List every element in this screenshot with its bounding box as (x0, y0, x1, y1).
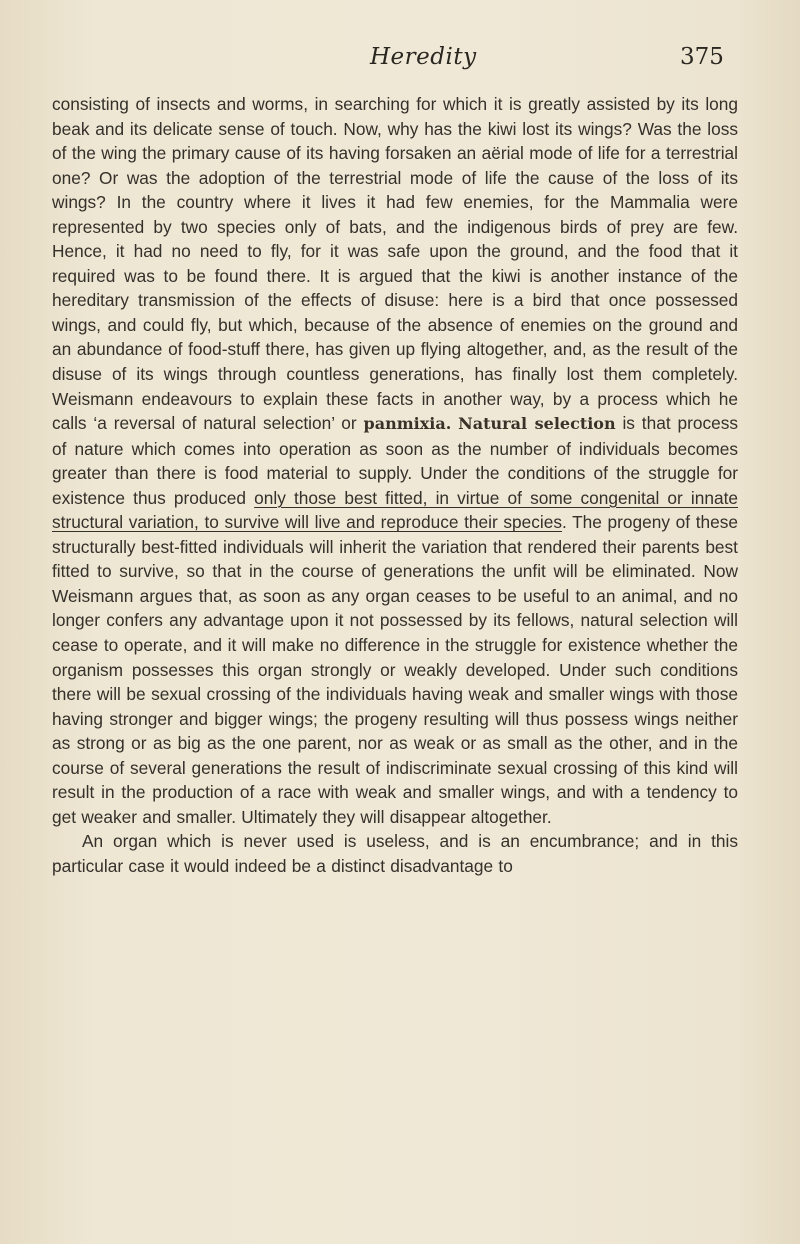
body-text (52, 92, 738, 879)
paragraph-2: An organ which is never used is useless, and is an encumbrance; and in this particular case it would indeed be a distinct disadvantage to (52, 831, 738, 876)
underlined-passage: only those best fitted, in virtue of some congenital or innate structural variation, to survive will live and reproduce their species (52, 487, 738, 533)
term-natural-selection: Natural selection (458, 414, 616, 434)
page-number: 375 (680, 44, 724, 70)
page-header (0, 44, 800, 84)
paragraph-1 (52, 92, 738, 829)
paragraph-1-text-b: is that process of nature which comes into operation as soon as the number of individuals becomes greater than there is food material to supply. Under the conditions of the struggle for existence thus produced (52, 413, 738, 508)
running-head: Heredity (370, 44, 477, 70)
term-panmixia: panmixia. (363, 414, 452, 434)
paragraph-1-text-c: . The progeny of these structurally best-fitted individuals will inherit the variation that rendered their parents best fitted to survive, so that in the course of generations the unfit will be eliminated. Now Weismann argues that, as soon as any organ ceases to be useful to an animal, and no longer confers any advantage upon it not possessed by its fellows, natural selection will cease to operate, and it will make no difference in the struggle for existence whether the organism possesses this organ strongly or weakly developed. Under such conditions there will be sexual crossing of the individuals having weak and smaller wings with those having stronger and bigger wings; the progeny resulting will thus possess wings neither as strong or as big as the one parent, nor as weak or as small as the other, and in the course of several generations the result of indiscriminate sexual crossing of this kind will result in the production of a race with weak and smaller wings, and with a tendency to get weaker and smaller. Ultimately they will disappear altogether. (52, 512, 738, 827)
paragraph-1-text-a: consisting of insects and worms, in searching for which it is greatly assisted by its long beak and its delicate sense of touch. Now, why has the kiwi lost its wings? Was the loss of the wing the primary cause of its having forsaken an aërial mode of life for a terrestrial one? Or was the adoption of the terrestrial mode of life the cause of the loss of its wings? In the country where it lives it had few enemies, for the Mammalia were represented by two species only of bats, and the indigenous birds of prey are few. Hence, it had no need to fly, for it was safe upon the ground, and the food that it required was to be found there. It is argued that the kiwi is another instance of the hereditary transmission of the effects of disuse: here is a bird that once possessed wings, and could fly, but which, because of the absence of enemies on the ground and an abundance of food-stuff there, has given up flying altogether, and, as the result of the disuse of its wings through countless generations, has finally lost them completely. Weismann endeavours to explain these facts in another way, by a process which he calls ‘a reversal of natural selection’ or (52, 94, 738, 434)
